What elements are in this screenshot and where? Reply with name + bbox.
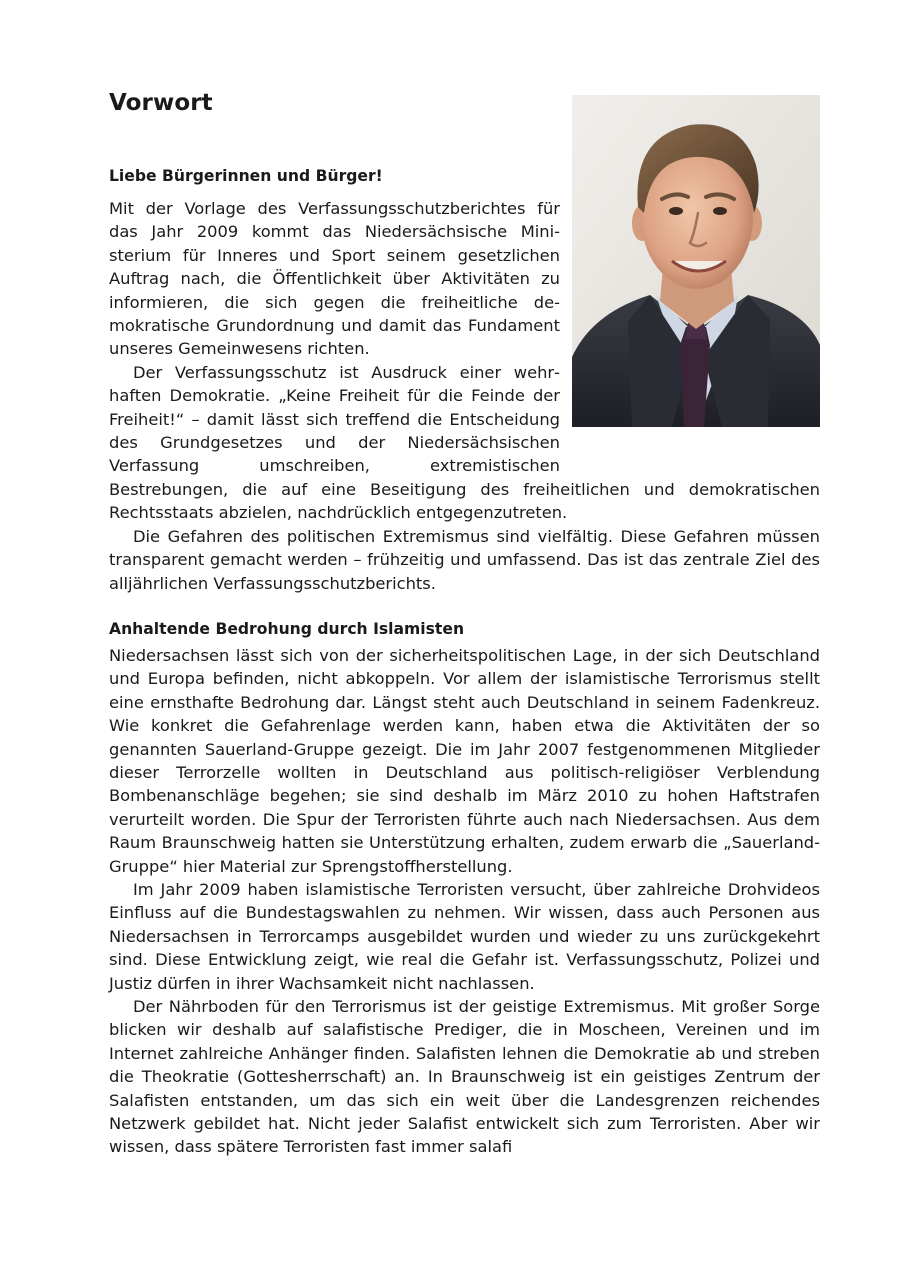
body-text xyxy=(109,165,820,1159)
photo-wrap-area xyxy=(560,165,820,461)
section-heading: Anhaltende Bedrohung durch Islamisten xyxy=(109,619,465,638)
intro-paragraph-1: Mit der Vorlage des Verfassungsschutzberichtes für das Jahr 2009 kommt das Niedersächsische Ministerium für Inneres und Sport seinem gesetzlichen Auftrag nach, die Öffentlichkeit über Aktivitäten zu informieren, die sich gegen die freiheitliche demokratische Grundordnung und damit das Fundament unseres Gemeinwesens richten. xyxy=(109,199,560,359)
section-paragraph-1: Niedersachsen lässt sich von der sicherheitspolitischen Lage, in der sich Deutschland und Europa befinden, nicht abkoppeln. Vor allem der islamistische Terrorismus stellt eine ernsthafte Bedrohung dar. Längst steht auch Deutschland in seinem Fadenkreuz. Wie konkret die Gefahrenlage werden kann, haben etwa die Aktivitäten der so genannten Sauerland-Gruppe gezeigt. Die im Jahr 2007 festgenommenen Mitglieder dieser Terrorzelle wollten in Deutschland aus politisch-religiöser Verblendung Bombenanschläge begehen; sie sind deshalb im März 2010 zu hohen Haftstrafen verurteilt worden. Die Spur der Terroristen führte auch nach Niedersachsen. Aus dem Raum Braunschweig hatten sie Unterstützung erhalten, zudem erwarb die „Sauerland-Gruppe“ hier Material zur Sprengstoffherstellung. xyxy=(109,645,820,876)
section-paragraph-3: Der Nährboden für den Terrorismus ist der geistige Extremismus. Mit großer Sorge blicken wir deshalb auf salafistische Prediger, die in Moscheen, Vereinen und im Internet zahlreiche Anhänger finden. Salafisten lehnen die Demokratie ab und streben die Theokratie (Gottesherrschaft) an. In Braunschweig ist ein geistiges Zentrum der Salafisten entstanden, um das sich ein weit über die Landesgrenzen reichendes Netzwerk gebildet hat. Nicht jeder Salafist entwickelt sich zum Terroristen. Aber wir wissen, dass spätere Terroristen fast immer salafi xyxy=(109,997,820,1157)
page-title: Vorwort xyxy=(109,90,213,116)
intro-paragraph-3: Die Gefahren des politischen Extremismus sind vielfältig. Diese Gefahren müssen transparent gemacht werden – frühzeitig und umfassend. Das ist das zentrale Ziel des alljährlichen Verfassungsschutzberichts. xyxy=(109,526,820,593)
salutation: Liebe Bürgerinnen und Bürger! xyxy=(109,167,383,185)
intro-paragraph-2: Der Verfassungsschutz ist Ausdruck einer wehrhaften Demokratie. „Keine Freiheit für die Feinde der Freiheit!“ – damit lässt sich treffend die Entscheidung des Grundgesetzes und der Niedersächsischen Verfassung umschreiben, extremistischen Bestrebungen, die auf eine Beseitigung des freiheitlichen und demokratischen Rechtsstaats abzielen, nachdrücklich entgegenzutreten. xyxy=(109,362,820,523)
section-paragraph-2: Im Jahr 2009 haben islamistische Terroristen versucht, über zahlreiche Drohvideos Einfluss auf die Bundestagswahlen zu nehmen. Wir wissen, dass auch Personen aus Niedersachsen in Terrorcamps ausgebildet wurden und wieder zu uns zurückgekehrt sind. Diese Entwicklung zeigt, wie real die Gefahr ist. Verfassungsschutz, Polizei und Justiz dürfen in ihrer Wachsamkeit nicht nachlassen. xyxy=(109,879,820,993)
